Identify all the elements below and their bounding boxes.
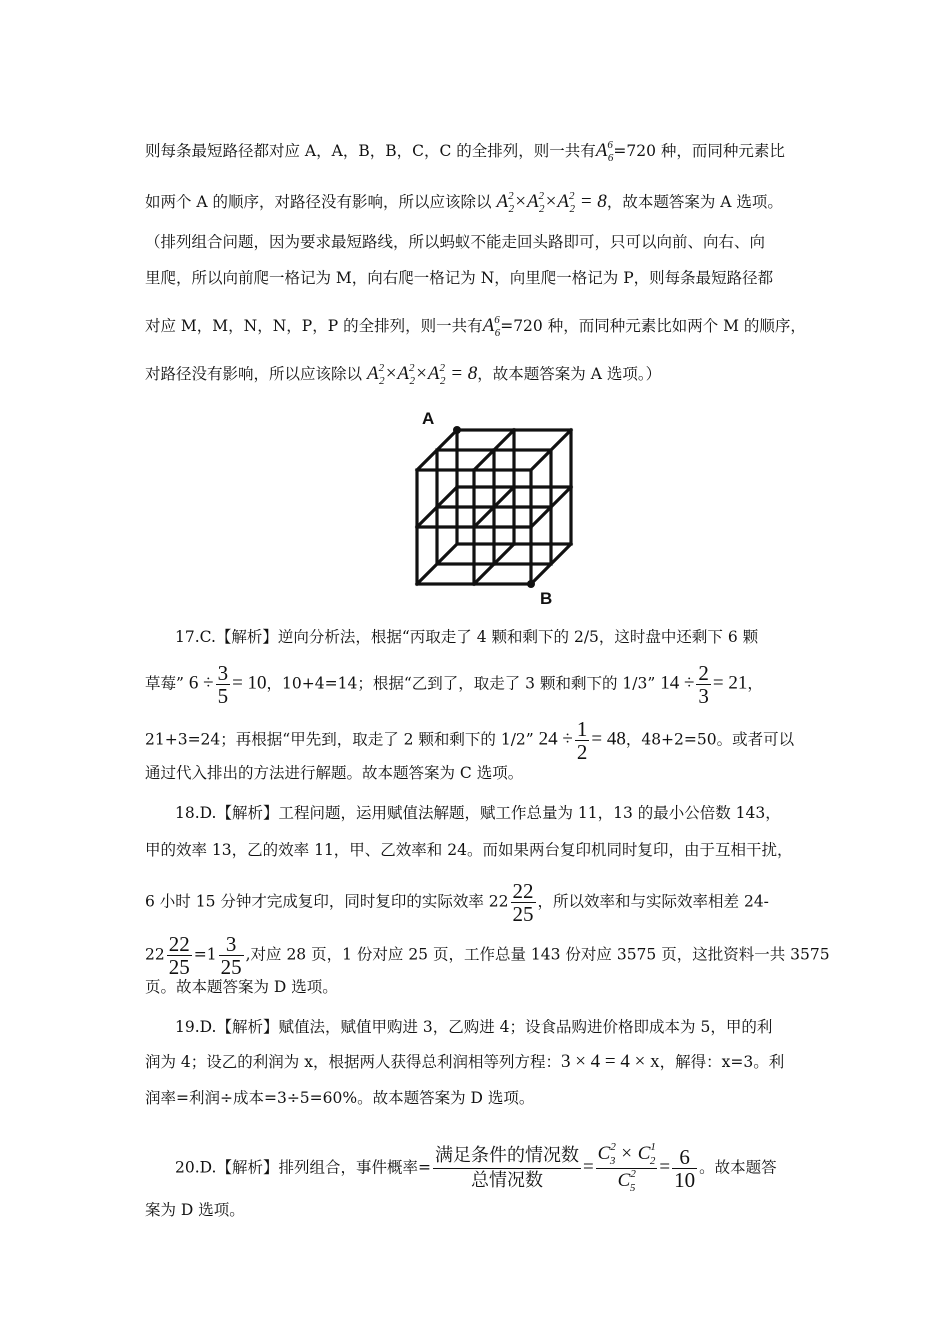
p1-line4: 里爬，所以向前爬一格记为 M，向右爬一格记为 N，向里爬一格记为 P，则每条最短路径都 xyxy=(145,269,774,287)
q17-line1: 17.C.【解析】逆向分析法，根据“丙取走了 4 颗和剩下的 2/5，这时盘中还剩下 6 颗 xyxy=(175,628,759,646)
q18-line5: 页。故本题答案为 D 选项。 xyxy=(145,978,338,996)
q17-line3: 21+3=24；再根据“甲先到，取走了 2 颗和剩下的 1/2” 24 ÷ $\frac{1}{2}$ = 48，48+2=50。或者可以 xyxy=(145,717,795,764)
q18-line4: 22 $\frac{22}{25}$ =1 $\frac{3}{25}$ ,对应 28 页，1 份对应 25 页，工作总量 143 份对应 3575 页，这批资料一共 3575 xyxy=(145,932,830,979)
p1-line1: 则每条最短路径都对应 A，A，B，B，C，C 的全排列，则一共有$A^6_6=720$ 种，而同种元素比 xyxy=(145,139,785,164)
point-a-dot xyxy=(453,426,461,434)
fraction-1-2: $\frac{1}{2}$ xyxy=(576,717,588,764)
label-b: B xyxy=(540,589,553,608)
equation-3x4: 3 × 4 = 4 × x xyxy=(560,1051,660,1072)
p1-line6: 对路径没有影响，所以应该除以 $A^2_2\times A^2_2\times A^2_2 = 8$，故本题答案为 A 选项。） xyxy=(145,362,662,387)
fraction-6-10: $\frac{6}{10}$ xyxy=(674,1145,696,1192)
a66-symbol-2: $A^6_6$ xyxy=(482,314,501,339)
p1-line5: 对应 M，M，N，N，P，P 的全排列，则一共有$A^6_6=720$ 种，而同种元素比如两个 M 的顺序， xyxy=(145,314,806,339)
fraction-22-25: $\frac{22}{25}$ xyxy=(512,879,534,926)
q18-line2: 甲的效率 13，乙的效率 11，甲、乙效率和 24。而如果两台复印机同时复印，由于互相干扰， xyxy=(145,841,793,859)
q19-line1: 19.D.【解析】赋值法，赋值甲购进 3，乙购进 4；设食品购进价格即成本为 5，甲的利 xyxy=(175,1018,773,1036)
p1-line3: （排列组合问题，因为要求最短路线，所以蚂蚁不能走回头路即可，只可以向前、向右、向 xyxy=(145,233,766,251)
q17-line4: 通过代入排出的方法进行解题。故本题答案为 C 选项。 xyxy=(145,764,524,782)
q19-line3: 润率=利润÷成本=3÷5=60%。故本题答案为 D 选项。 xyxy=(145,1089,535,1107)
cube-grid-figure xyxy=(400,400,590,610)
q18-line1: 18.D.【解析】工程问题，运用赋值法解题，赋工作总量为 11，13 的最小公倍数 143， xyxy=(175,804,781,822)
q20-line1: 20.D.【解析】排列组合，事件概率= $\frac{\text{满足条件的情况数}}{\text{总情况数}}$ = $\frac{C^2_3 \times C^1_2}{C^2_5}$ = $\frac{6}{10}$ 。故本题答 xyxy=(175,1141,777,1194)
p1-line2: 如两个 A 的顺序，对路径没有影响，所以应该除以 $A^2_2\times A^2_2\times A^2_2 = 8$，故本题答案为 A 选项。 xyxy=(145,190,783,215)
fraction-3-5: $\frac{3}{5}$ xyxy=(217,661,229,708)
q20-line2: 案为 D 选项。 xyxy=(145,1201,245,1219)
probability-fraction: $\frac{\text{满足条件的情况数}}{\text{总情况数}}$ xyxy=(434,1145,579,1191)
point-b-dot xyxy=(527,580,535,588)
label-a: A xyxy=(422,409,435,428)
product-formula: $A^2_2\times A^2_2\times A^2_2 = 8$ xyxy=(496,190,607,215)
combination-fraction: $\frac{C^2_3 \times C^1_2}{C^2_5}$ xyxy=(597,1141,656,1194)
fraction-2-3: $\frac{2}{3}$ xyxy=(698,661,709,708)
fraction-3-25: $\frac{3}{25}$ xyxy=(220,932,242,979)
fraction-22-25-b: $\frac{22}{25}$ xyxy=(168,932,190,979)
q19-line2: 润为 4；设乙的利润为 x，根据两人获得总利润相等列方程：3 × 4 = 4 × x，解得：x=3。利 xyxy=(145,1051,785,1072)
product-formula-2: $A^2_2\times A^2_2\times A^2_2 = 8$ xyxy=(366,362,478,387)
a66-symbol: $A^6_6$ xyxy=(595,139,614,164)
q18-line3: 6 小时 15 分钟才完成复印，同时复印的实际效率 22 $\frac{22}{25}$ ，所以效率和与实际效率相差 24- xyxy=(145,879,769,926)
q17-line2: 草莓” 6 ÷ $\frac{3}{5}$ = 10，10+4=14；根据“乙到了，取走了 3 颗和剩下的 1/3” 14 ÷ $\frac{2}{3}$ = 21， xyxy=(145,661,763,708)
